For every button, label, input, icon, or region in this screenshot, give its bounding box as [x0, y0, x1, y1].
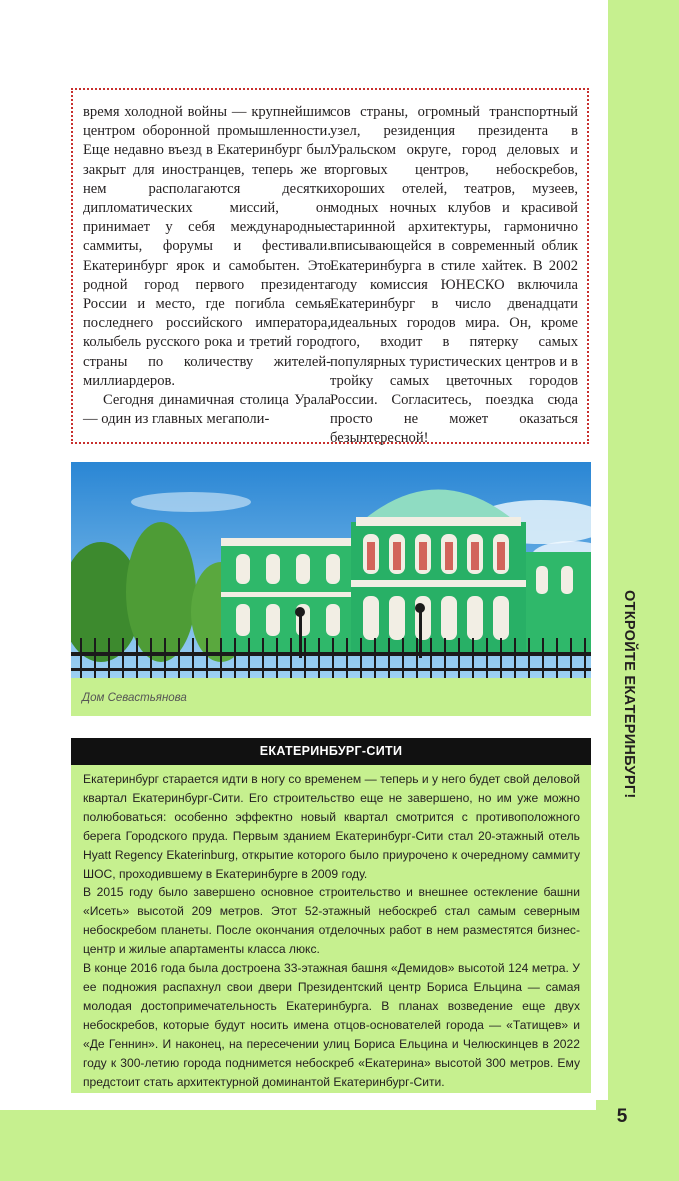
sidebar-paragraph: Екатеринбург старается идти в ногу со временем — теперь и у него будет свой деловой квартал Екатеринбург-Сити. Его строительство еще не завершено, но им уже можно полюбоваться: особенно эффектно новый квартал смотрится с противоположного берега Городского пруда. Первым зданием Екатеринбург-Сити стал 20-этажный отель Hyatt Regency Ekaterinburg, открытие которого было приурочено к очередному саммиту ШОС, проходившему в Екатеринбурге в 2009 году.	[83, 772, 580, 881]
bottom-strip	[0, 1110, 679, 1181]
sidebar-box-body	[83, 770, 580, 1091]
intro-paragraph: Сегодня динамичная столица Урала — один из главных мегаполи-	[83, 392, 331, 428]
intro-paragraph: сов страны, огромный транспортный узел, резиденция президента в Уральском округе, город деловых и торговых центров, небоскребов, хороших отелей, театров, музеев, модных ночных клубов и красивой старинной архитектуры, гармонично вписывающейся в современный облик Екатеринбурга в стиле хайтек. В 2002 году комиссия ЮНЕСКО включила Екатеринбург в число двенадцати идеальных городов мира. Он, кроме того, входит в пятерку самых популярных туристических центров и в тройку самых цветочных городов России. Согласитесь, поездка сюда просто не может оказаться безынтересной!	[330, 104, 578, 447]
sidebar-paragraph: В конце 2016 года была достроена 33-этажная башня «Демидов» высотой 124 метра. У ее подножия распахнул свои двери Президентский центр Бориса Ельцина — самая молодая достопримечательность Екатеринбурга. В планах возведение еще двух небоскребов, которые будут носить имена отцов-основателей города — «Татищев» и «Де Геннин». И наконец, на пересечении улиц Бориса Ельцина и Челюскинцев в 2022 году к 300-летию города поднимется небоскреб «Екатерина» высотой 300 метров. Ему предстоит стать архитектурной доминантой Екатеринбург-Сити.	[83, 961, 580, 1089]
intro-right-column	[330, 103, 578, 449]
photo-caption: Дом Севастьянова	[82, 692, 187, 704]
sevastyanov-house-photo	[71, 462, 591, 678]
page-number: 5	[616, 1106, 628, 1127]
side-running-title: ОТКРОЙТЕ ЕКАТЕРИНБУРГ!	[621, 590, 637, 799]
intro-left-column	[83, 103, 331, 429]
sidebar-box-title: ЕКАТЕРИНБУРГ-СИТИ	[71, 738, 591, 765]
intro-paragraph: время холодной войны — крупнейшим центром оборонной промышленности. Еще недавно въезд в Екатеринбург был закрыт для иностранцев, теперь же в нем располагаются десятки дипломатических миссий, он принимает у себя международные саммиты, форумы и фестивали. Екатеринбург ярок и самобытен. Это родной город первого президента России и место, где погибла семья последнего российского императора, колыбель русского рока и третий город страны по количеству жителей-миллиардеров.	[83, 104, 331, 389]
side-strip	[608, 0, 679, 1181]
sidebar-paragraph: В 2015 году было завершено основное строительство и внешнее остекление башни «Исеть» высотой 209 метров. Этот 52-этажный небоскреб стал самым северным небоскребом планеты. После окончания отделочных работ в нем разместятся бизнес-центр и жилые апартаменты класса люкс.	[83, 885, 580, 957]
